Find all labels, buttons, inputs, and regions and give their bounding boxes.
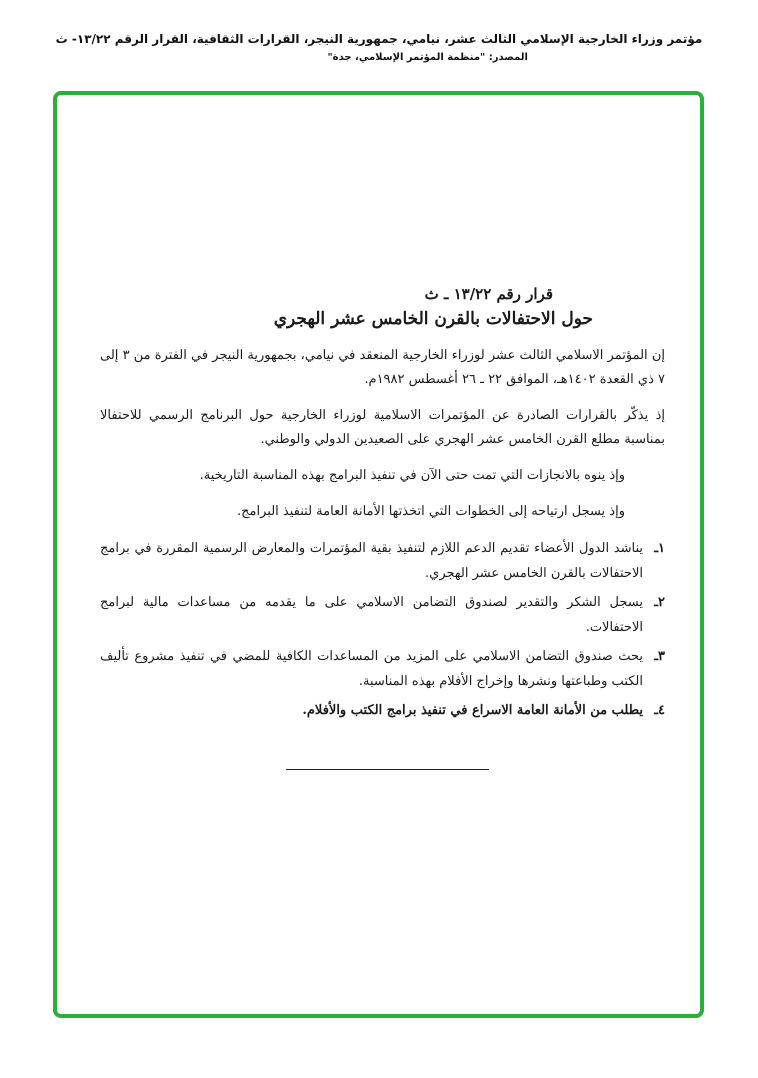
header-source: المصدر: "منظمة المؤتمر الإسلامي، جدة" — [327, 52, 528, 63]
header-title: مؤتمر وزراء الخارجية الإسلامي الثالث عشر، نيامي، جمهورية النيجر، القرارات الثقافية، القرار الرقم ١٣/٢٢- ث — [55, 32, 703, 46]
operative-clause — [100, 644, 665, 694]
clause-text: يطلب من الأمانة العامة الاسراع في تنفيذ برامج الكتب والأفلام. — [302, 703, 643, 718]
resolution-document — [100, 282, 665, 727]
preamble-paragraph: وإذ ينوه بالانجازات التي تمت حتى الآن في تنفيذ البرامج بهذه المناسبة التاريخية. — [199, 468, 625, 483]
operative-clause — [100, 536, 665, 586]
end-separator-line — [286, 769, 489, 770]
clause-number: ٤ـ — [654, 703, 665, 718]
preamble-paragraph: وإذ يسجل ارتياحه إلى الخطوات التي اتخذتها الأمانة العامة لتنفيذ البرامج. — [237, 504, 625, 519]
preamble-paragraph: إذ يذكّر بالقرارات الصادرة عن المؤتمرات الاسلامية لوزراء الخارجية حول البرنامج الرسمي للاحتفالا بمناسبة مطلع القرن الخامس عشر الهجري على الصعيدين الدولي والوطني. — [100, 408, 665, 447]
operative-clause — [100, 698, 665, 723]
operative-clause — [100, 590, 665, 640]
clause-number: ١ـ — [654, 541, 665, 556]
clause-text: يحث صندوق التضامن الاسلامي على المزيد من المساعدات الكافية للمضي في تنفيذ مشروع تأليف الكتب وطباعتها ونشرها وإخراج الأفلام بهذه المناسبة. — [100, 649, 643, 689]
resolution-number: قرار رقم ١٣/٢٢ ـ ث — [424, 285, 553, 303]
preamble-paragraph: إن المؤتمر الاسلامي الثالث عشر لوزراء الخارجية المنعقد في نيامي، بجمهورية النيجر في الفترة من ٣ إلى ٧ ذي القعدة ١٤٠٢هـ، الموافق ٢٢ ـ ٢٦ أغسطس ١٩٨٢م. — [100, 348, 665, 387]
resolution-title: حول الاحتفالات بالقرن الخامس عشر الهجري — [273, 309, 593, 329]
clause-number: ٣ـ — [654, 649, 665, 664]
clause-number: ٢ـ — [654, 595, 665, 610]
clause-text: يناشد الدول الأعضاء تقديم الدعم اللازم لتنفيذ بقية المؤتمرات والمعارض الرسمية المقررة في برامج الاحتفالات بالقرن الخامس عشر الهجري. — [100, 541, 643, 581]
page-header — [20, 30, 738, 66]
operative-clauses — [100, 536, 665, 723]
clause-text: يسجل الشكر والتقدير لصندوق التضامن الاسلامي على ما يقدمه من مساعدات مالية لبرامج الاحتفالات. — [100, 595, 643, 635]
